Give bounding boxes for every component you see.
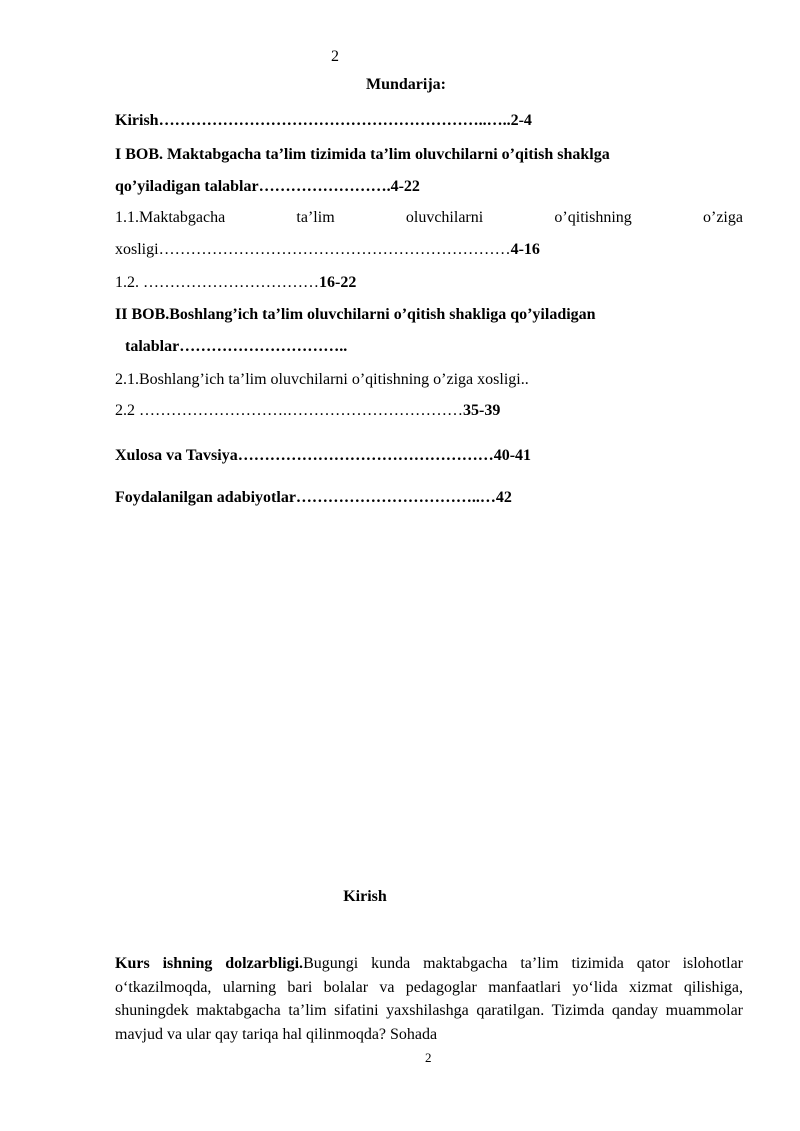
toc-word: ta’lim [296,209,335,226]
intro-paragraph [115,952,743,1046]
toc-word: oluvchilarni [405,209,484,226]
toc-title: Mundarija: [366,76,446,93]
toc-word: o’qitishning [554,209,632,226]
toc-chapter-1-line-1: I BOB. Maktabgacha ta’lim tizimida ta’lim oluvchilarni o’qitish shaklga [115,146,610,163]
toc-item-1-1-line-2 [115,240,540,260]
page-number-top: 2 [331,48,339,65]
toc-word: 1.1.Maktabgacha [115,209,226,226]
intro-heading: Kirish [343,888,387,905]
toc-references: Foydalanilgan adabiyotlar……………………………..…42 [115,489,512,506]
toc-conclusion: Xulosa va Tavsiya…………………………………………40-41 [115,447,532,464]
intro-text: Bugungi kunda maktabgacha ta’lim tizimida qator islohotlar o‘tkazilmoqda, ularning bari bolalar va pedagoglar manfaatlari yo‘lida xizmat qilishiga, shuningdek maktabgacha ta’lim sifatini yaxshilashga qaratilgan. Tizimda qanday muammolar mavjud va ular qay tariqa hal qilinmoqda? Sohada [115,955,743,1043]
toc-item-text: 1.2. …………………………… [115,274,319,291]
toc-pages: 4-16 [510,241,540,258]
toc-chapter-2-line-1: II BOB.Boshlang’ich ta’lim oluvchilarni o’qitish shakliga qo’yiladigan [115,306,596,323]
toc-chapter-2-line-2: talablar………………………….. [125,338,348,355]
intro-lead: Kurs ishning dolzarbligi. [115,955,304,972]
toc-item-1-1-line-1 [115,209,743,227]
page-number-bottom: 2 [425,1050,432,1065]
toc-item-2-2 [115,401,500,421]
toc-pages: 35-39 [463,402,501,419]
toc-dots: xosligi………………………………………………………… [115,241,511,258]
toc-item-text: 2.2 ……………………….…………………………… [115,402,463,419]
toc-item-2-1: 2.1.Boshlang’ich ta’lim oluvchilarni o’qitishning o’ziga xosligi.. [115,371,529,388]
toc-word: o’ziga [703,209,743,226]
toc-pages: 16-22 [319,274,357,291]
toc-chapter-1-line-2: qo’yiladigan talablar…………………….4-22 [115,178,420,195]
toc-kirish: Kirish……………………………………………………..…..2-4 [115,112,532,129]
toc-item-1-2 [115,273,356,293]
